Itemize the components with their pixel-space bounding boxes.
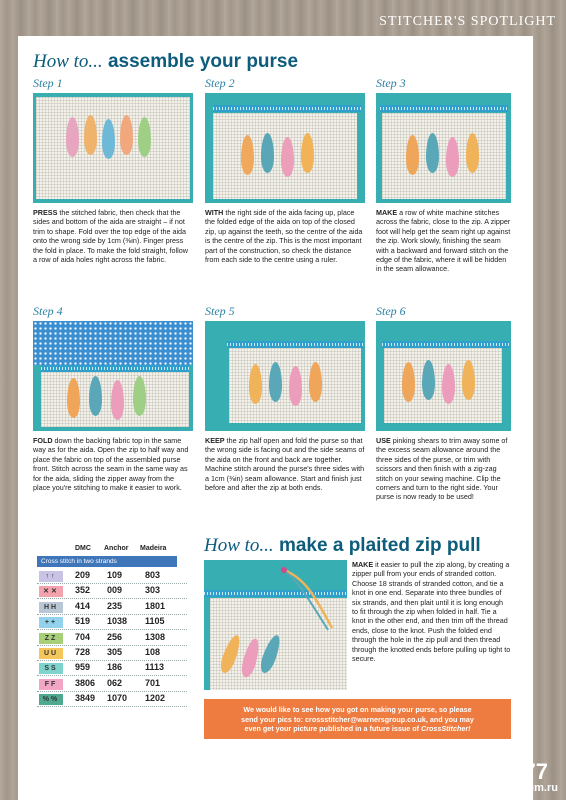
anchor-code: 109: [107, 570, 123, 580]
step-4-photo: [33, 321, 193, 431]
header-dmc: DMC: [75, 545, 91, 552]
dmc-code: 3806: [75, 677, 96, 688]
key-row: [37, 661, 187, 676]
thread-symbol: FF: [39, 679, 63, 690]
thread-symbol: HH: [39, 602, 63, 613]
dmc-code: 728: [75, 647, 91, 657]
step-2-label: Step 2: [205, 76, 235, 90]
header-anchor: Anchor: [104, 545, 129, 552]
dmc-code: 704: [75, 631, 91, 642]
step-5-text: KEEP the zip half open and fold the purse so that the wrong side is facing out and the side seams of the aida on the front and back are together. Machine stitch around the purse's three sides with a 1cm (⅜in) seam allowance. Start and finish just before and after the zip at both ends.: [205, 436, 365, 493]
section-header: STITCHER'S SPOTLIGHT: [379, 14, 556, 29]
step-4-text: FOLD down the backing fabric top in the same way as for the aida. Open the zip to half way and place the fabric on top of the assembled purse front. Stitch across the seam in the same way as for the aida, sliding the zipper away from the place you're stitching to make it easier to work.: [33, 436, 189, 493]
anchor-code: 256: [107, 631, 123, 642]
madeira-code: 701: [145, 677, 161, 688]
step-3-photo: [376, 93, 511, 203]
assemble-title: assemble your purse: [107, 51, 299, 72]
anchor-code: 1070: [107, 693, 128, 704]
key-row: [37, 569, 187, 584]
submission-banner: [204, 699, 511, 739]
step-3-text: MAKE a row of white machine stitches across the fabric, close to the zip. A zipper foot will help get the seam right up against the zip. Work slowly, finishing the seam with a backward and forward stitch on the edge of the fabric, where it will be hidden in the seam allowance.: [376, 208, 511, 274]
thread-symbol: ++: [39, 617, 63, 628]
key-row: [37, 677, 187, 692]
watermark: PassionForum.ru: [467, 782, 558, 794]
plait-title: make a plaited zip pull: [278, 535, 481, 556]
step-5-photo: [205, 321, 365, 431]
page-number: 77: [523, 759, 548, 784]
madeira-code: 1801: [145, 600, 166, 611]
thread-symbol: ↑↑: [39, 571, 63, 582]
footer-magazine: CrossStitcher: [443, 763, 496, 773]
anchor-code: 186: [107, 662, 123, 673]
step-6-label: Step 6: [376, 304, 406, 318]
key-row: [37, 600, 187, 615]
dmc-code: 414: [75, 600, 91, 611]
dmc-code: 209: [75, 570, 91, 580]
thread-symbol: %%: [39, 694, 63, 705]
key-row: [37, 615, 187, 630]
step-6-photo: [376, 321, 511, 431]
madeira-code: 1202: [145, 693, 166, 704]
step-1-label: Step 1: [33, 76, 63, 90]
how-to-label-2: How to...: [204, 535, 274, 556]
anchor-code: 305: [107, 647, 123, 657]
plait-photo: [204, 560, 347, 690]
step-5-label: Step 5: [205, 304, 235, 318]
anchor-code: 1038: [107, 616, 128, 627]
step-2-text: WITH the right side of the aida facing up, place the folded edge of the aida on top of the closed zip, up against the teeth, so the centre of the aida is the centre of the zip. This is the most important part of the construction, so check the distance from each side to the centre using a ruler.: [205, 208, 363, 265]
dmc-code: 959: [75, 662, 91, 673]
banner-line-3: even get your picture published in a future issue of CrossStitcher!: [244, 724, 471, 733]
plait-text: MAKE it easier to pull the zip along, by creating a zipper pull from your ends of stranded cotton. Choose 18 strands of stranded cotton, and tie a knot in one end. Separate into three bundles of six strands, and then plait until it is long enough to fit through the zip when folded in half. Tie a knot in the other end, and then trim off the thread ends, close to the knot. Push the folded end through the hole in the zip pull and then thread through the knotted ends before pulling up tight to secure.: [352, 560, 511, 664]
how-to-label: How to...: [33, 51, 103, 72]
key-row: [37, 631, 187, 646]
step-3-label: Step 3: [376, 76, 406, 90]
footer-issue: SUMMER 2021: [450, 774, 496, 781]
madeira-code: 803: [145, 570, 161, 580]
madeira-code: 1105: [145, 616, 165, 627]
dmc-code: 519: [75, 616, 91, 627]
madeira-code: 303: [145, 585, 161, 596]
anchor-code: 062: [107, 677, 123, 688]
madeira-code: 1113: [145, 662, 165, 673]
step-1-text: PRESS the stitched fabric, then check that the sides and bottom of the aida are straight – if not trim to shape. Fold over the top edge of the aida onto the wrong side by 1cm (⅜in). Finger press the fold in place. To make the fold straight, follow a row of aida holes right across the fabric.: [33, 208, 188, 265]
step-6-text: USE pinking shears to trim away some of the excess seam allowance around the three sides of the purse, or trim with scissors and then finish with a zig-zag stitch on your sewing machine. Clip the corners and turn to the right side. Your purse is now ready to be used!: [376, 436, 508, 502]
header-madeira: Madeira: [140, 545, 167, 552]
madeira-code: 108: [145, 647, 161, 657]
thread-symbol: ✕✕: [39, 586, 63, 597]
step-1-photo: [33, 93, 193, 203]
key-row: [37, 692, 187, 707]
anchor-code: 009: [107, 585, 123, 596]
key-row: [37, 646, 187, 661]
thread-symbol: UU: [39, 648, 63, 659]
assemble-heading: [33, 51, 298, 73]
dmc-code: 3849: [75, 693, 96, 704]
madeira-code: 1308: [145, 631, 166, 642]
plait-heading: [204, 535, 481, 557]
step-2-photo: [205, 93, 365, 203]
dmc-code: 352: [75, 585, 91, 596]
thread-symbol: ZZ: [39, 633, 63, 644]
thread-symbol: SS: [39, 663, 63, 674]
banner-line-2: send your pics to: crossstitcher@warnersgroup.co.uk, and you may: [241, 714, 474, 724]
anchor-code: 235: [107, 600, 123, 611]
key-band: Cross stitch in two strands: [37, 556, 177, 567]
step-4-label: Step 4: [33, 304, 63, 318]
banner-line-1: We would like to see how you got on making your purse, so please: [243, 705, 472, 714]
key-row: [37, 584, 187, 599]
